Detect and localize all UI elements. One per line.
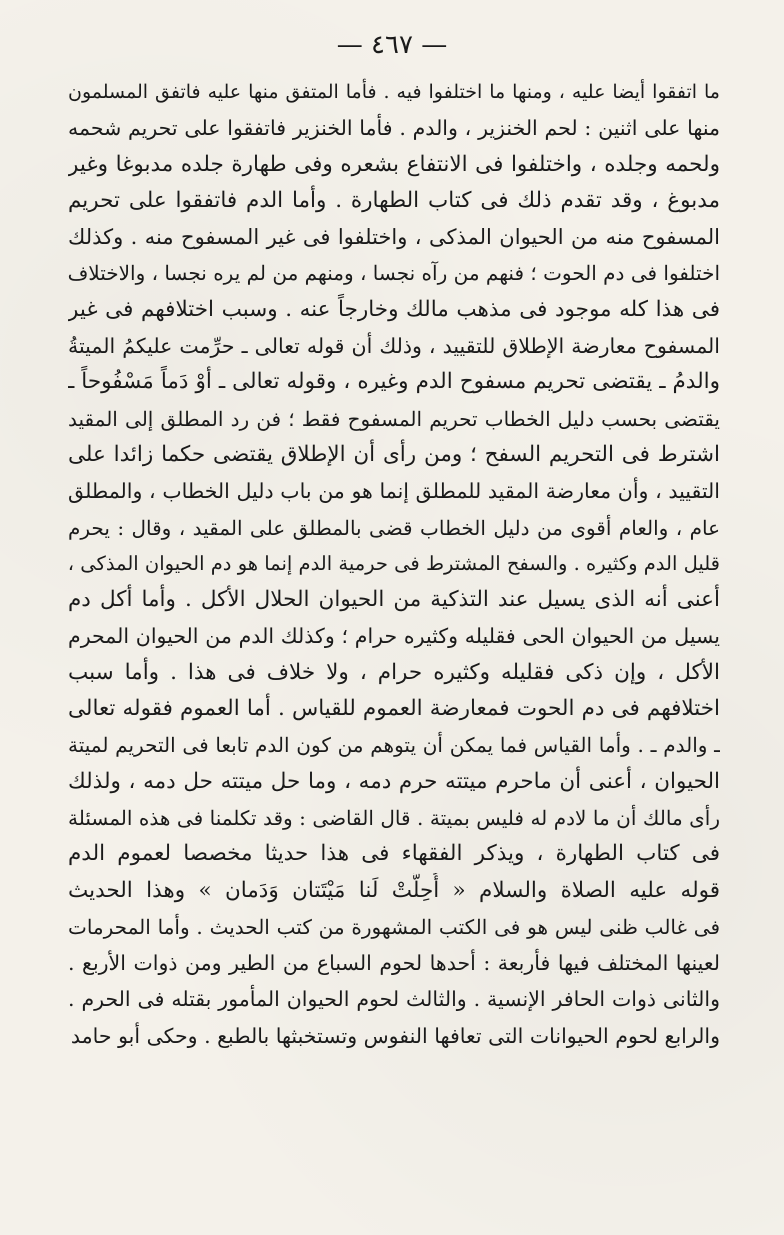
text-line: اختلافهم فى دم الحوت فمعارضة العموم للقياس . أما العموم فقوله تعالى [68,696,720,722]
text-line: ـ والدم ـ . وأما القياس فما يمكن أن يتوهم من كون الدم تابعا فى التحريم لميتة [68,733,720,758]
text-line: التقييد ، وأن معارضة المقيد للمطلق إنما هو من باب دليل الخطاب ، والمطلق [68,479,720,504]
text-line: عام ، والعام أقوى من دليل الخطاب قضى بالمطلق على المقيد ، وقال : يحرم [68,515,720,540]
text-line: ولحمه وجلده ، واختلفوا فى الانتفاع بشعره وفى طهارة جلده مدبوغا وغير [68,151,720,177]
text-line: لعينها المختلف فيها فأربعة : أحدها لحوم السباع من الطير ومن ذوات الأربع . [68,951,720,976]
body-text [68,74,720,1054]
text-line: مدبوغ ، وقد تقدم ذلك فى كتاب الطهارة . وأما الدم فاتفقوا على تحريم [68,187,720,213]
text-line: المسفوح معارضة الإطلاق للتقييد ، وذلك أن قوله تعالى ـ حرِّمت عليكمُ الميتةُ [68,334,720,359]
text-line: فى غالب ظنى ليس هو فى الكتب المشهورة من كتب الحديث . وأما المحرمات [68,914,720,939]
text-line: اشترط فى التحريم السفح ؛ ومن رأى أن الإطلاق يقتضى حكما زائدا على [68,441,720,467]
page-number: — ٤٦٧ — [336,30,448,60]
text-line: المسفوح منه من الحيوان المذكى ، واختلفوا فى غير المسفوح منه . وكذلك [68,225,720,250]
text-line: الحيوان ، أعنى أن ماحرم ميتته حرم دمه ، وما حل ميتته حل دمه ، ولذلك [68,768,720,794]
text-line: والدمُ ـ يقتضى تحريم مسفوح الدم وغيره ، وقوله تعالى ـ أوْ دَماً مَسْفُوحاً ـ [68,369,720,395]
text-line: منها على اثنين : لحم الخنزير ، والدم . فأما الخنزير فاتفقوا على تحريم شحمه [68,116,720,141]
text-line: يسيل من الحيوان الحى فقليله وكثيره حرام ؛ وكذلك الدم من الحيوان المحرم [68,624,720,649]
text-line: الأكل ، وإن ذكى فقليله وكثيره حرام ، ولا خلاف فى هذا . وأما سبب [68,659,720,685]
text-line: قليل الدم وكثيره . والسفح المشترط فى حرمية الدم إنما هو دم الحيوان المذكى ، [68,551,720,575]
text-line: يقتضى بحسب دليل الخطاب تحريم المسفوح فقط ؛ فن رد المطلق إلى المقيد [68,406,720,431]
text-line: رأى مالك أن ما لادم له فليس بميتة . قال القاضى : وقد تكلمنا فى هذه المسئلة [68,805,720,830]
text-line: والثانى ذوات الحافر الإنسية . والثالث لحوم الحيوان المأمور بقتله فى الحرم . [68,987,720,1012]
text-line: قوله عليه الصلاة والسلام « أُحِلَّتْ لَنا مَيْتَتان وَدَمان » وهذا الحديث [68,877,720,903]
text-line: فى هذا كله موجود فى مذهب مالك وخارجاً عنه . وسبب اختلافهم فى غير [68,296,720,322]
text-line: والرابع لحوم الحيوانات التى تعافها النفوس وتستخبثها بالطبع . وحكى أبو حامد [70,1023,720,1048]
text-line: فى كتاب الطهارة ، ويذكر الفقهاء فى هذا حديثا مخصصا لعموم الدم [68,841,720,867]
text-line: أعنى أنه الذى يسيل عند التذكية من الحيوان الحلال الأكل . وأما أكل دم [68,587,720,613]
text-line: اختلفوا فى دم الحوت ؛ فنهم من رآه نجسا ، ومنهم من لم يره نجسا ، والاختلاف [68,261,720,286]
text-line: ما اتفقوا أيضا عليه ، ومنها ما اختلفوا فيه . فأما المتفق منها عليه فاتفق المسلمون [68,81,720,103]
